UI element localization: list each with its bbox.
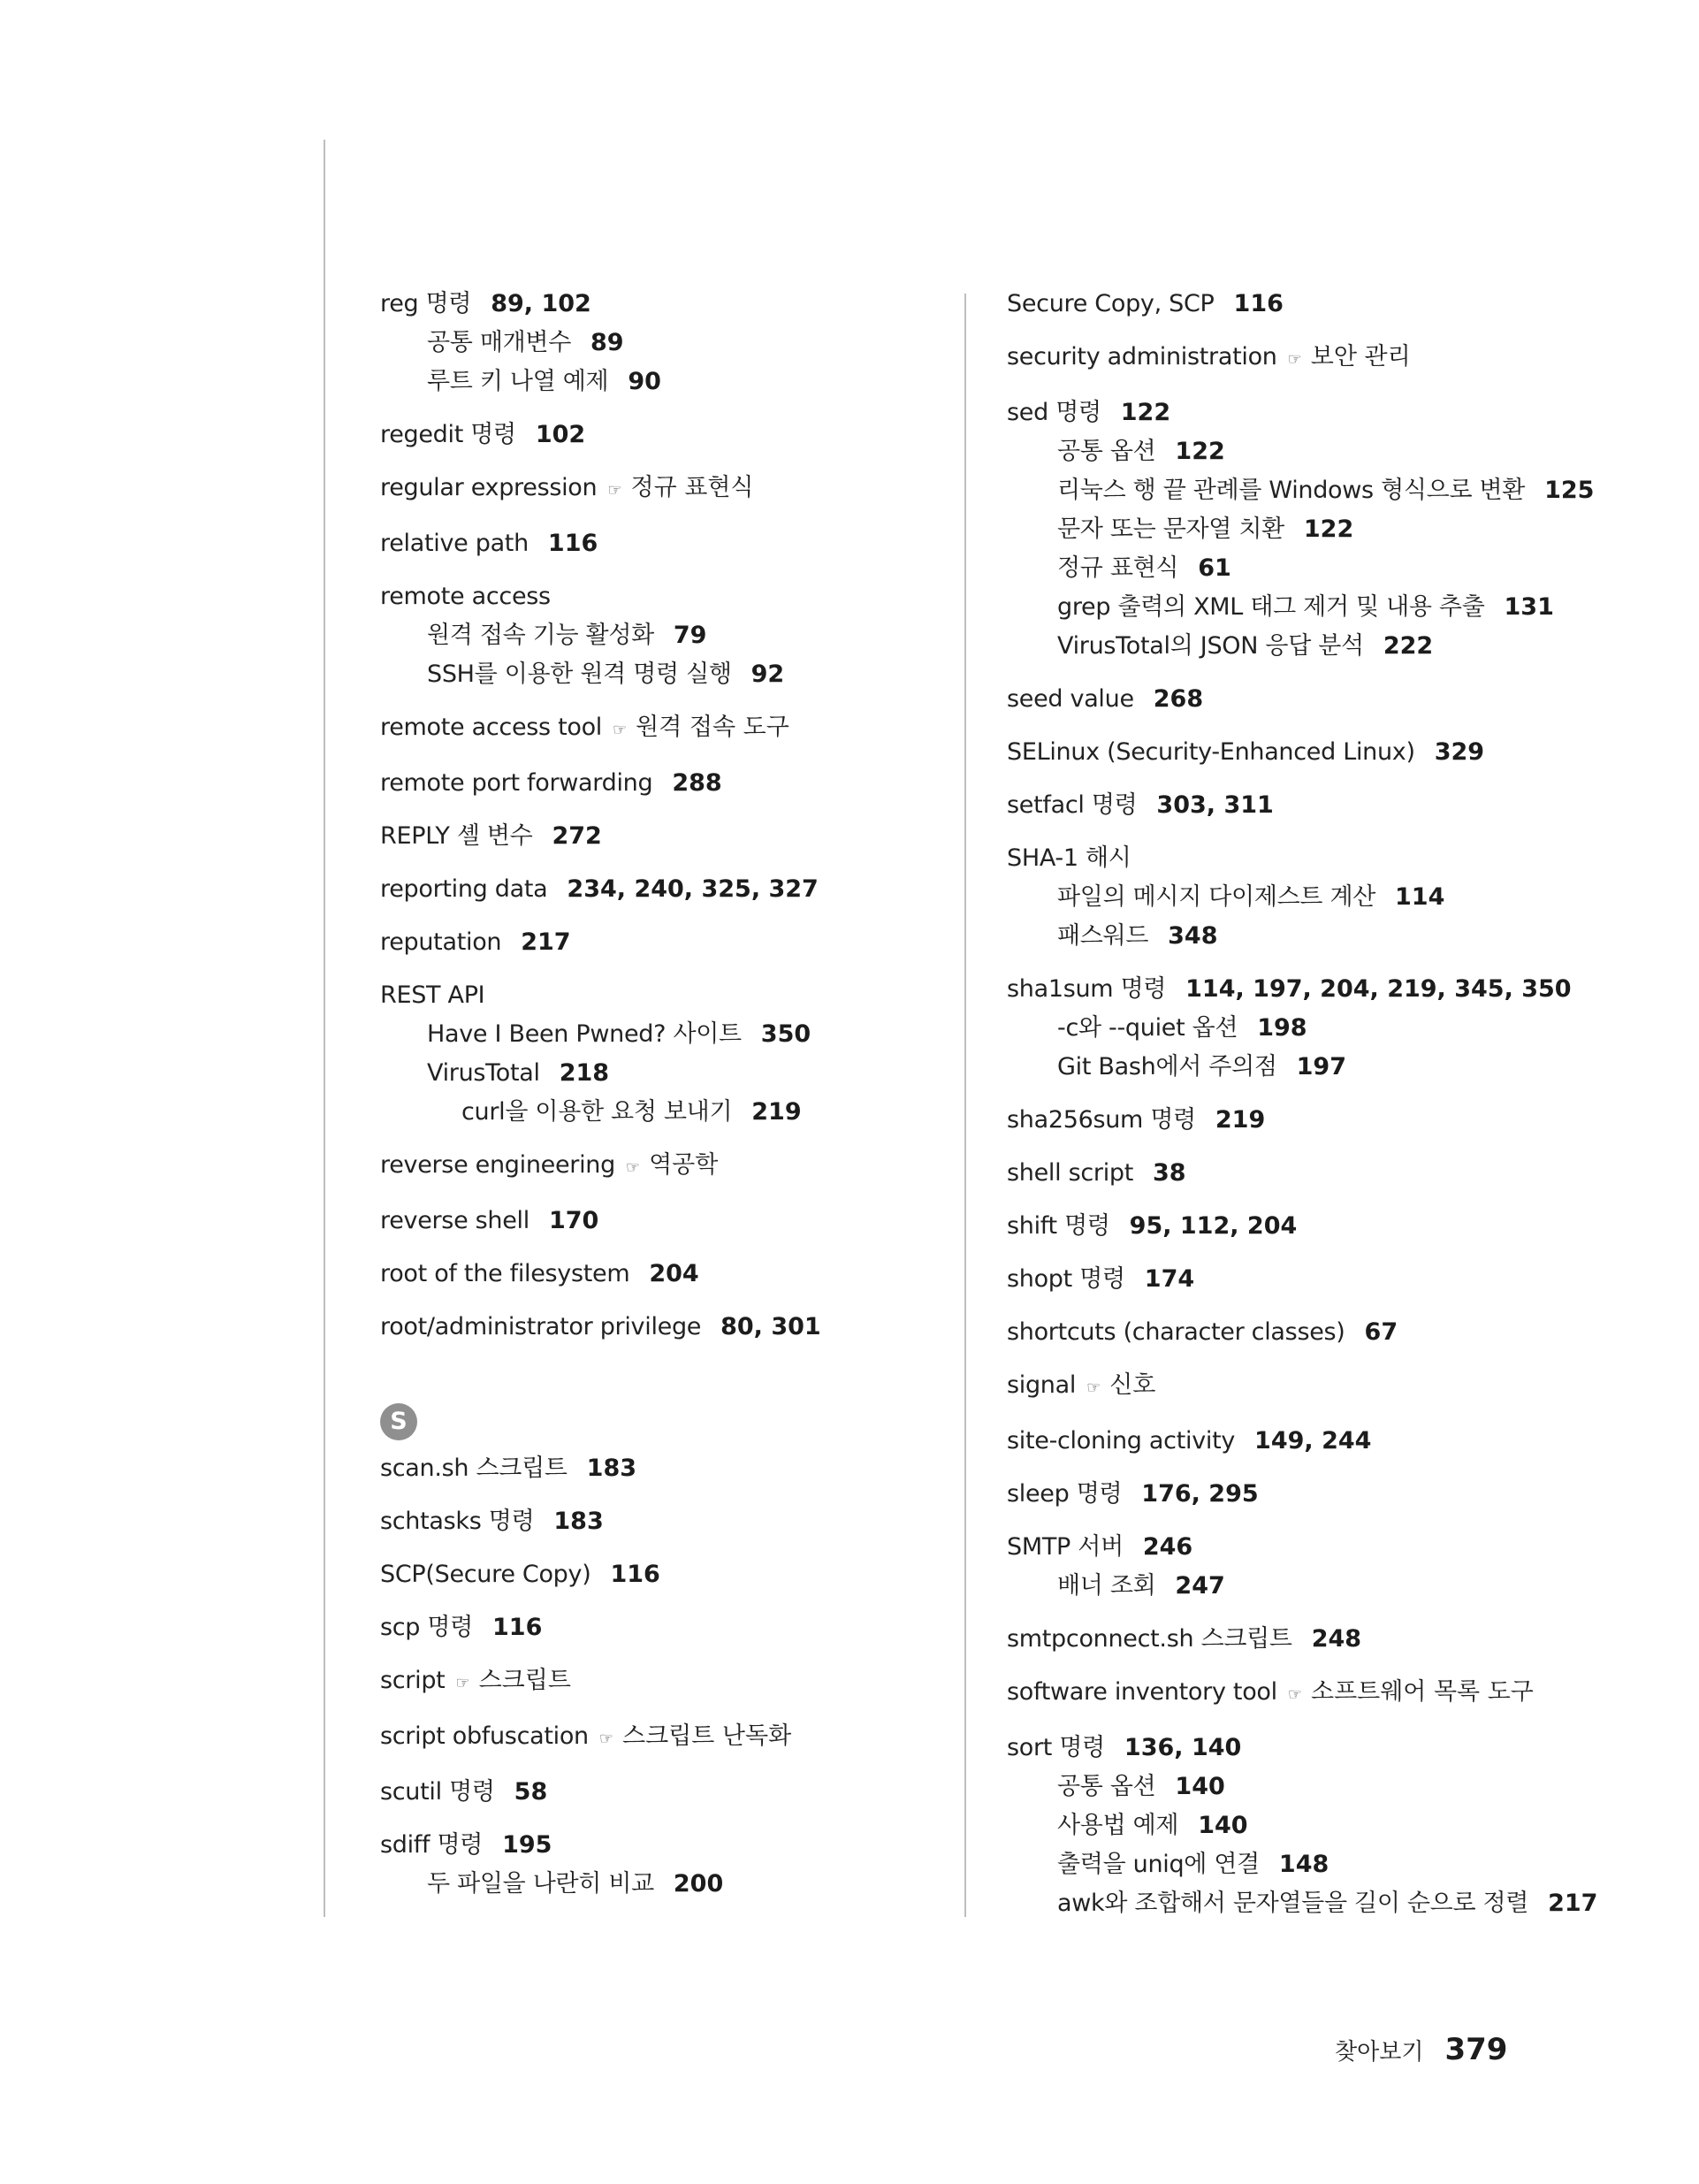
index-entry	[1007, 1528, 1679, 1606]
index-entry	[1007, 1475, 1679, 1514]
index-entry	[380, 1717, 946, 1759]
index-entry	[380, 1449, 946, 1488]
index-term: shift 명령	[1007, 1212, 1110, 1240]
index-term: 출력을 uniq에 연결	[1057, 1851, 1260, 1878]
page-ref: 102	[535, 421, 586, 448]
page-ref: 247	[1175, 1572, 1225, 1600]
page-ref: 204	[649, 1260, 699, 1287]
index-term: 원격 접속 기능 활성화	[427, 622, 654, 649]
index-column-right	[1007, 285, 1679, 1923]
index-term: 배너 조회	[1057, 1572, 1156, 1600]
index-term: setfacl 명령	[1007, 791, 1138, 819]
index-subentry	[1007, 1768, 1679, 1806]
index-entry	[1007, 338, 1679, 379]
index-term: shortcuts (character classes)	[1007, 1318, 1345, 1346]
page-ref: 140	[1175, 1773, 1225, 1800]
page-ref: 200	[673, 1870, 724, 1898]
index-subentry	[380, 363, 946, 401]
index-term: sha1sum 명령	[1007, 975, 1167, 1003]
page-ref: 248	[1311, 1625, 1362, 1653]
index-term: 파일의 메시지 다이제스트 계산	[1057, 883, 1376, 911]
index-term: SCP(Secure Copy)	[380, 1561, 591, 1588]
footer-section-label: 찾아보기	[1335, 2039, 1424, 2066]
index-term: VirusTotal의 JSON 응답 분석	[1057, 632, 1364, 660]
index-entry	[380, 1255, 946, 1294]
page-ref: 222	[1383, 632, 1434, 660]
see-reference-icon: ☞	[625, 1158, 641, 1177]
index-subentry	[380, 616, 946, 655]
index-term: sort 명령	[1007, 1734, 1105, 1761]
page-ref: 176, 295	[1141, 1480, 1259, 1508]
index-term: 문자 또는 문자열 치환	[1057, 515, 1284, 543]
page-ref: 89	[590, 329, 624, 356]
index-term: curl을 이용한 요청 보내기	[461, 1098, 733, 1126]
page-ref: 131	[1504, 593, 1554, 621]
index-term: SELinux (Security-Enhanced Linux)	[1007, 738, 1415, 766]
page-ref: 136, 140	[1124, 1734, 1242, 1761]
index-term: signal	[1007, 1371, 1077, 1399]
page-ref: 219	[751, 1098, 802, 1126]
index-entry	[380, 1661, 946, 1703]
index-subentry	[380, 655, 946, 694]
index-entry	[1007, 1673, 1679, 1714]
see-reference-icon: ☞	[598, 1730, 614, 1748]
index-term: script	[380, 1667, 446, 1694]
page-ref: 122	[1120, 399, 1171, 426]
page-ref: 92	[750, 661, 785, 688]
index-term: grep 출력의 XML 태그 제거 및 내용 추출	[1057, 593, 1485, 621]
page-ref: 183	[586, 1455, 637, 1482]
page-ref: 125	[1544, 477, 1595, 504]
page-ref: 89, 102	[491, 290, 591, 317]
index-subentry	[1007, 1884, 1679, 1923]
index-term: site-cloning activity	[1007, 1427, 1236, 1455]
index-term: 두 파일을 나란히 비교	[427, 1870, 654, 1898]
index-term: REST API	[380, 981, 485, 1009]
index-term: SSH를 이용한 원격 명령 실행	[427, 661, 732, 688]
index-term: root/administrator privilege	[380, 1313, 702, 1340]
index-term: reverse shell	[380, 1207, 530, 1234]
see-reference-icon: ☞	[1086, 1378, 1101, 1397]
index-entry	[380, 285, 946, 401]
index-entry	[1007, 680, 1679, 719]
index-entry	[380, 1146, 946, 1187]
index-entry	[380, 1502, 946, 1541]
index-entry	[1007, 733, 1679, 772]
index-term: 루트 키 나열 예제	[427, 368, 609, 395]
index-term: scutil 명령	[380, 1778, 495, 1806]
see-reference-term: 스크립트	[478, 1667, 571, 1694]
page-ref: 170	[548, 1207, 599, 1234]
page-ref: 80, 301	[720, 1313, 821, 1340]
page-ref: 116	[547, 530, 598, 557]
page-ref: 95, 112, 204	[1129, 1212, 1298, 1240]
page-ref: 61	[1198, 554, 1231, 582]
index-entry	[1007, 1313, 1679, 1352]
index-subentry	[1007, 471, 1679, 510]
page-ref: 329	[1434, 738, 1485, 766]
page-ref: 116	[1233, 290, 1284, 317]
page-ref: 268	[1153, 685, 1204, 713]
index-term: 패스워드	[1057, 922, 1149, 950]
section-letter-badge: S	[380, 1403, 417, 1440]
index-entry	[1007, 1207, 1679, 1246]
page-footer	[1335, 2032, 1600, 2074]
see-reference-term: 역공학	[649, 1151, 719, 1179]
index-term: reverse engineering	[380, 1151, 615, 1179]
index-subentry	[380, 1865, 946, 1904]
index-term: SMTP 서버	[1007, 1533, 1124, 1561]
index-entry	[380, 1826, 946, 1904]
index-entry	[380, 817, 946, 856]
index-entry	[380, 469, 946, 510]
index-entry	[1007, 285, 1679, 324]
index-column-left	[380, 285, 946, 1904]
column-divider	[964, 294, 966, 1917]
index-term: reporting data	[380, 875, 548, 903]
index-subentry	[1007, 588, 1679, 627]
see-reference-term: 원격 접속 도구	[636, 714, 789, 741]
page-ref: 197	[1296, 1053, 1347, 1081]
index-term: relative path	[380, 530, 529, 557]
index-entry	[1007, 1101, 1679, 1140]
index-entry	[380, 1608, 946, 1647]
index-term: shell script	[1007, 1159, 1134, 1187]
index-term: 공통 옵션	[1057, 438, 1156, 465]
page-ref: 116	[610, 1561, 660, 1588]
page-ref: 67	[1364, 1318, 1398, 1346]
index-term: 공통 매개변수	[427, 329, 571, 356]
page-ref: 90	[628, 368, 661, 395]
page-ref: 198	[1257, 1014, 1307, 1042]
page-ref: 272	[552, 822, 602, 850]
index-term: sdiff 명령	[380, 1831, 484, 1859]
page-ref: 217	[1548, 1890, 1598, 1917]
page-ref: 114, 197, 204, 219, 345, 350	[1185, 975, 1572, 1003]
page-ref: 288	[672, 769, 722, 797]
page-ref: 218	[559, 1059, 610, 1087]
index-entry	[1007, 1154, 1679, 1193]
see-reference-icon: ☞	[1287, 1685, 1302, 1704]
page-ref: 58	[514, 1778, 548, 1806]
index-term: regular expression	[380, 474, 598, 501]
index-subentry	[380, 324, 946, 363]
index-entry	[1007, 839, 1679, 956]
index-term: VirusTotal	[427, 1059, 540, 1087]
page-ref: 38	[1153, 1159, 1186, 1187]
page-ref: 183	[553, 1508, 604, 1535]
see-reference-term: 신호	[1109, 1371, 1156, 1399]
index-term: 공통 옵션	[1057, 1773, 1156, 1800]
page-ref: 149, 244	[1254, 1427, 1372, 1455]
index-term: SHA-1 해시	[1007, 844, 1131, 872]
index-entry	[380, 416, 946, 454]
index-term: remote port forwarding	[380, 769, 653, 797]
page-ref: 148	[1278, 1851, 1329, 1878]
page-ref: 140	[1198, 1812, 1248, 1839]
page-ref: 350	[760, 1020, 811, 1048]
page-number: 379	[1444, 2032, 1508, 2067]
index-entry	[1007, 1422, 1679, 1461]
index-subentry	[1007, 917, 1679, 956]
index-term: 사용법 예제	[1057, 1812, 1179, 1839]
index-subentry	[1007, 432, 1679, 471]
index-term: scan.sh 스크립트	[380, 1455, 568, 1482]
index-entry	[380, 1308, 946, 1347]
index-subentry	[380, 1093, 946, 1132]
index-term: reputation	[380, 928, 502, 956]
see-reference-icon: ☞	[455, 1674, 470, 1692]
index-entry	[380, 1202, 946, 1241]
index-entry	[380, 870, 946, 909]
index-term: remote access tool	[380, 714, 603, 741]
page-ref: 174	[1144, 1265, 1195, 1293]
index-subentry	[1007, 1845, 1679, 1884]
page-ref: 217	[521, 928, 571, 956]
index-term: root of the filesystem	[380, 1260, 630, 1287]
index-subentry	[1007, 510, 1679, 549]
see-reference-term: 스크립트 난독화	[622, 1722, 792, 1750]
see-reference-term: 정규 표현식	[630, 474, 754, 501]
index-entry	[1007, 970, 1679, 1087]
index-entry	[380, 577, 946, 694]
index-term: 리눅스 행 끝 관례를 Windows 형식으로 변환	[1057, 477, 1526, 504]
index-entry	[1007, 1366, 1679, 1408]
index-term: 정규 표현식	[1057, 554, 1179, 582]
index-term: Secure Copy, SCP	[1007, 290, 1215, 317]
index-term: remote access	[380, 583, 551, 610]
page-ref: 234, 240, 325, 327	[567, 875, 819, 903]
index-entry	[380, 764, 946, 803]
index-entry	[380, 1773, 946, 1812]
index-entry	[380, 708, 946, 750]
index-term: software inventory tool	[1007, 1678, 1277, 1706]
index-term: seed value	[1007, 685, 1134, 713]
index-entry	[380, 524, 946, 563]
index-entry	[1007, 1260, 1679, 1299]
index-term: Have I Been Pwned? 사이트	[427, 1020, 742, 1048]
index-entry	[1007, 786, 1679, 825]
index-term: Git Bash에서 주의점	[1057, 1053, 1277, 1081]
index-subentry	[1007, 627, 1679, 666]
page-ref: 348	[1168, 922, 1218, 950]
page-ref: 195	[502, 1831, 552, 1859]
see-reference-term: 소프트웨어 목록 도구	[1310, 1678, 1534, 1706]
index-subentry	[1007, 1009, 1679, 1048]
index-term: schtasks 명령	[380, 1508, 535, 1535]
page-ref: 303, 311	[1156, 791, 1274, 819]
index-term: reg 명령	[380, 290, 472, 317]
index-term: shopt 명령	[1007, 1265, 1125, 1293]
index-term: sed 명령	[1007, 399, 1101, 426]
index-entry	[380, 1555, 946, 1594]
index-term: regedit 명령	[380, 421, 516, 448]
index-term: REPLY 셸 변수	[380, 822, 533, 850]
index-term: smtpconnect.sh 스크립트	[1007, 1625, 1292, 1653]
index-subentry	[380, 1015, 946, 1054]
page-ref: 116	[492, 1614, 543, 1641]
margin-rule	[324, 140, 325, 1917]
index-entry	[1007, 393, 1679, 666]
index-subentry	[1007, 878, 1679, 917]
index-term: -c와 --quiet 옵션	[1057, 1014, 1238, 1042]
index-subentry	[1007, 1567, 1679, 1606]
page-ref: 114	[1395, 883, 1445, 911]
index-subentry	[1007, 549, 1679, 588]
index-subentry	[1007, 1806, 1679, 1845]
see-reference-icon: ☞	[613, 721, 628, 739]
see-reference-icon: ☞	[1287, 350, 1302, 369]
index-term: sha256sum 명령	[1007, 1106, 1196, 1134]
page-ref: 79	[673, 622, 707, 649]
index-term: sleep 명령	[1007, 1480, 1123, 1508]
page-ref: 122	[1175, 438, 1225, 465]
page-ref: 246	[1142, 1533, 1193, 1561]
index-subentry	[380, 1054, 946, 1093]
index-entry	[1007, 1620, 1679, 1659]
index-term: security administration	[1007, 343, 1277, 370]
index-term: awk와 조합해서 문자열들을 길이 순으로 정렬	[1057, 1890, 1529, 1917]
index-term: scp 명령	[380, 1614, 473, 1641]
index-entry	[380, 923, 946, 962]
index-entry	[380, 976, 946, 1132]
index-entry	[1007, 1729, 1679, 1923]
page-ref: 122	[1303, 515, 1354, 543]
index-term: script obfuscation	[380, 1722, 589, 1750]
index-subentry	[1007, 1048, 1679, 1087]
see-reference-icon: ☞	[607, 481, 622, 500]
see-reference-term: 보안 관리	[1310, 343, 1411, 370]
page-ref: 219	[1215, 1106, 1266, 1134]
